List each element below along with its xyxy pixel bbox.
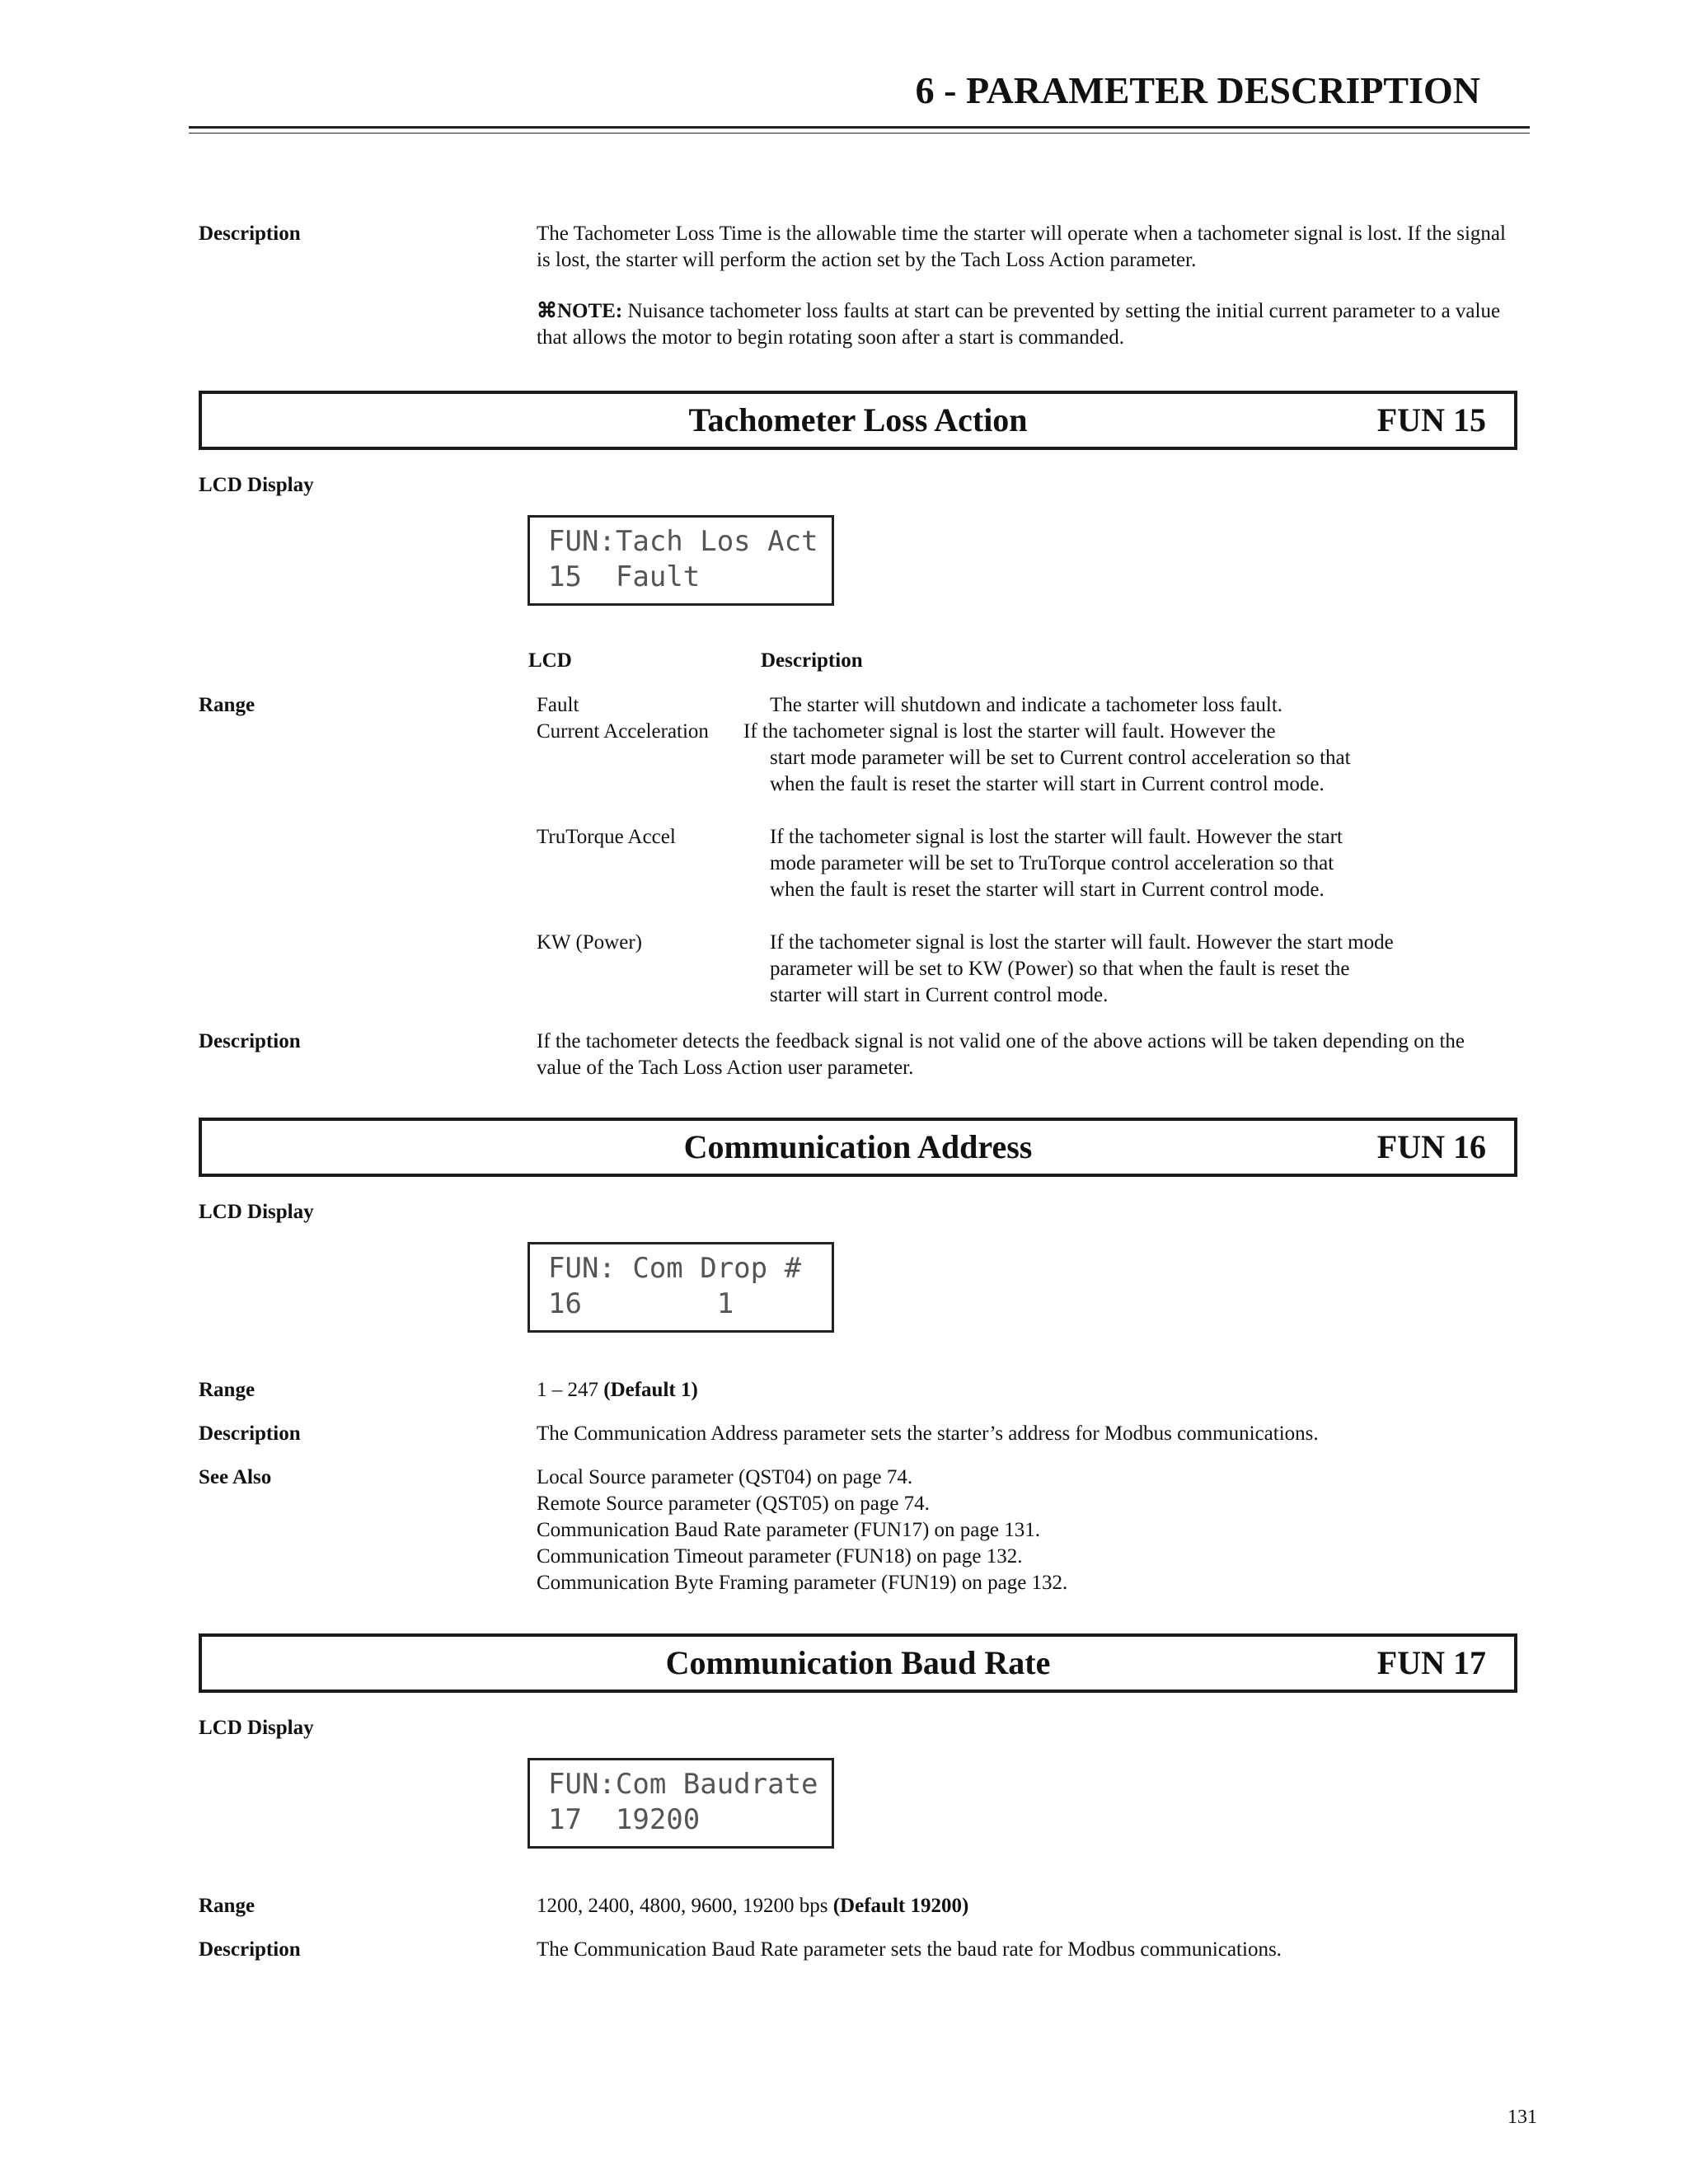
option-description-first-line: If the tachometer signal is lost the starter will fault. However the xyxy=(743,720,1276,743)
intro-description xyxy=(537,221,1509,351)
range-text xyxy=(537,1893,1509,1919)
lcd-display-label: LCD Display xyxy=(199,1717,314,1739)
option-name: TruTorque Accel xyxy=(537,826,676,848)
lcd-line-2: 16 1 xyxy=(548,1287,734,1320)
range-values: 1200, 2400, 4800, 9600, 19200 bps xyxy=(537,1895,833,1917)
lcd-display-fun16 xyxy=(528,1242,834,1333)
lcd-line-1: FUN:Com Baudrate xyxy=(548,1768,818,1801)
range-label: Range xyxy=(199,694,256,716)
see-also-item: Communication Byte Framing parameter (FUN19) on page 132. xyxy=(537,1572,1068,1594)
see-also-item: Remote Source parameter (QST05) on page 74. xyxy=(537,1493,930,1515)
intro-note xyxy=(537,298,1509,351)
column-header-lcd: LCD xyxy=(528,649,572,672)
section-header-fun15 xyxy=(199,391,1517,450)
option-description: If the tachometer signal is lost the starter will fault. However the start mode parameter will be set to KW (Power) so that when the fault is reset the starter will start in Current control mode. xyxy=(770,931,1394,1006)
see-also-item: Local Source parameter (QST04) on page 74. xyxy=(537,1466,913,1488)
header-rule-thin xyxy=(189,133,1530,134)
description-text: If the tachometer detects the feedback signal is not valid one of the above actions will be taken depending on the value of the Tach Loss Action user parameter. xyxy=(537,1030,1465,1079)
see-also-item: Communication Timeout parameter (FUN18) on page 132. xyxy=(537,1545,1023,1568)
lcd-display-fun17 xyxy=(528,1758,834,1849)
section-header-fun16 xyxy=(199,1118,1517,1177)
column-header-description: Description xyxy=(761,649,863,672)
option-name: KW (Power) xyxy=(537,931,642,954)
lcd-line-1: FUN: Com Drop # xyxy=(548,1252,802,1285)
intro-description-label: Description xyxy=(199,223,301,245)
range-default: (Default 1) xyxy=(603,1379,698,1401)
description-label: Description xyxy=(199,1938,301,1961)
option-description: start mode parameter will be set to Current control acceleration so that when the fault is reset the starter will start in Current control mode. xyxy=(770,747,1351,795)
note-text: Nuisance tachometer loss faults at start can be prevented by setting the initial current parameter to a value that allows the motor to begin rotating soon after a start is commanded. xyxy=(537,300,1501,349)
option-description: The starter will shutdown and indicate a tachometer loss fault. xyxy=(770,694,1283,716)
lcd-line-2: 17 19200 xyxy=(548,1803,701,1836)
page-number: 131 xyxy=(1507,2107,1537,2128)
header-rule xyxy=(189,126,1530,129)
note-prefix: ⌘NOTE: xyxy=(537,300,623,322)
option-name: Fault xyxy=(537,694,579,716)
chapter-title: 6 - PARAMETER DESCRIPTION xyxy=(915,69,1480,111)
lcd-line-2: 15 Fault xyxy=(548,560,701,593)
range-values: 1 – 247 xyxy=(537,1379,604,1401)
description-text: The Communication Baud Rate parameter sets the baud rate for Modbus communications. xyxy=(537,1938,1282,1961)
section-code: FUN 17 xyxy=(1376,1644,1486,1681)
description-text: The Communication Address parameter sets the starter’s address for Modbus communications. xyxy=(537,1422,1319,1445)
see-also-item: Communication Baud Rate parameter (FUN17) on page 131. xyxy=(537,1519,1040,1541)
intro-description-text: The Tachometer Loss Time is the allowable time the starter will operate when a tachometer signal is lost. If the signal is lost, the starter will perform the action set by the Tach Loss Action parameter. xyxy=(537,223,1506,271)
option-name: Current Acceleration xyxy=(537,720,709,743)
option-description: If the tachometer signal is lost the starter will fault. However the start mode parameter will be set to TruTorque control acceleration so that when the fault is reset the starter will start in Current control mode. xyxy=(770,826,1343,901)
section-code: FUN 15 xyxy=(1376,401,1486,438)
section-title: Tachometer Loss Action xyxy=(688,401,1028,438)
section-header-fun17 xyxy=(199,1633,1517,1693)
lcd-display-label: LCD Display xyxy=(199,474,314,496)
section-code: FUN 16 xyxy=(1376,1128,1486,1165)
lcd-display-label: LCD Display xyxy=(199,1201,314,1223)
section-title: Communication Baud Rate xyxy=(665,1644,1051,1681)
range-label: Range xyxy=(199,1379,256,1401)
description-label: Description xyxy=(199,1422,301,1445)
section-title: Communication Address xyxy=(683,1128,1033,1165)
see-also-label: See Also xyxy=(199,1466,272,1488)
range-default: (Default 19200) xyxy=(832,1895,969,1917)
range-text xyxy=(537,1377,1509,1404)
see-also-list xyxy=(537,1465,1509,1596)
lcd-display-fun15 xyxy=(528,515,834,606)
description-label: Description xyxy=(199,1030,301,1052)
range-label: Range xyxy=(199,1895,256,1917)
lcd-line-1: FUN:Tach Los Act xyxy=(548,525,818,558)
